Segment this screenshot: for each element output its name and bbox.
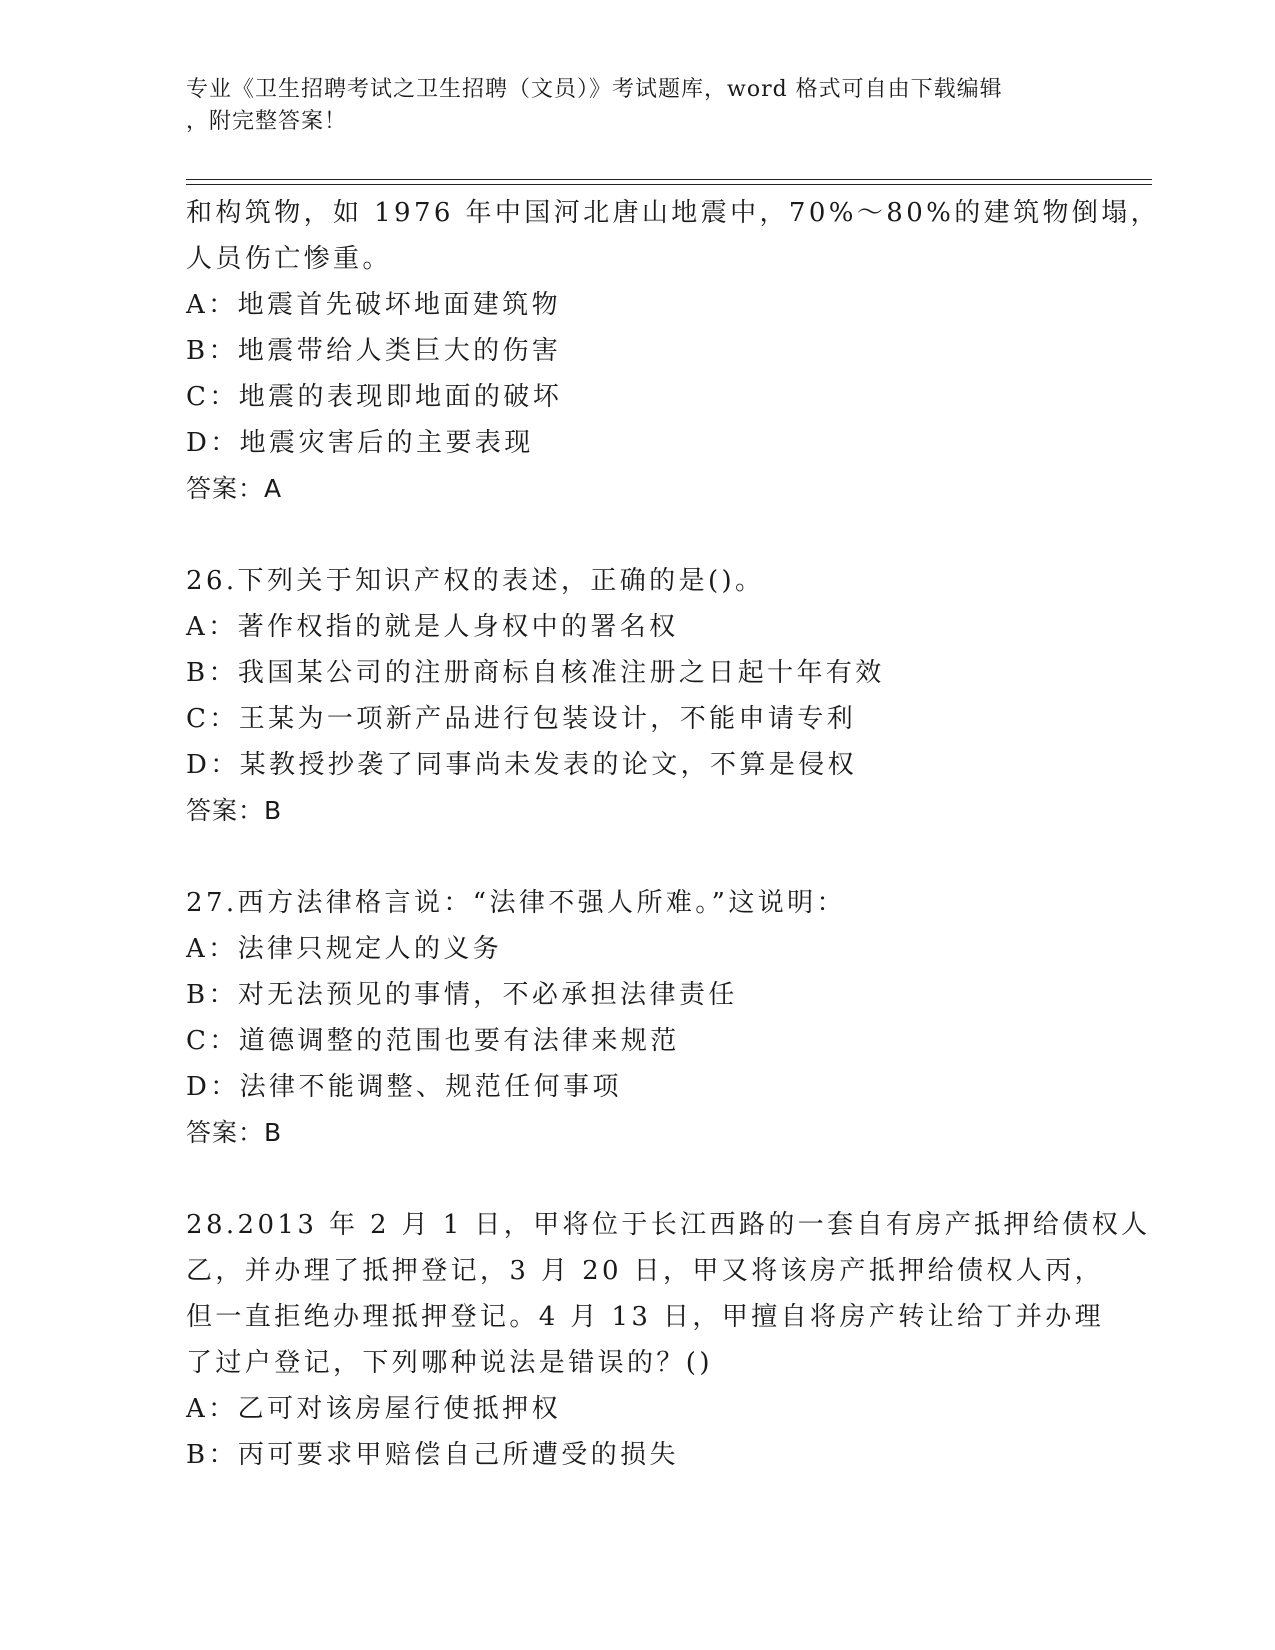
option-c: C：地震的表现即地面的破坏 bbox=[186, 382, 563, 412]
question-text-line: 26.下列关于知识产权的表述，正确的是()。 bbox=[186, 566, 765, 596]
question-text-line: 乙，并办理了抵押登记，3 月 20 日，甲又将该房产抵押给债权人丙， bbox=[186, 1256, 1105, 1286]
header-line-2: ，附完整答案！ bbox=[186, 109, 348, 134]
option-d: D：法律不能调整、规范任何事项 bbox=[186, 1072, 622, 1102]
question-text-line: 人员伤亡惨重。 bbox=[186, 244, 392, 274]
question-text-line: 27.西方法律格言说：“法律不强人所难。”这说明： bbox=[186, 888, 846, 918]
option-c: C：道德调整的范围也要有法律来规范 bbox=[186, 1026, 680, 1056]
header-rule-bottom bbox=[186, 184, 1152, 185]
spacer bbox=[186, 1156, 1086, 1202]
option-a: A：地震首先破坏地面建筑物 bbox=[186, 290, 561, 320]
question-27 bbox=[186, 880, 1086, 1156]
document-body bbox=[186, 190, 1161, 1478]
question-text-line: 了过户登记，下列哪种说法是错误的？() bbox=[186, 1348, 713, 1378]
option-b: B：地震带给人类巨大的伤害 bbox=[186, 336, 562, 366]
header-line-1: 专业《卫生招聘考试之卫生招聘（文员）》考试题库，word 格式可自由下载编辑 bbox=[186, 77, 1003, 102]
question-28 bbox=[186, 1202, 1151, 1478]
option-c: C：王某为一项新产品进行包装设计，不能申请专利 bbox=[186, 704, 857, 734]
option-b: B：丙可要求甲赔偿自己所遭受的损失 bbox=[186, 1440, 679, 1470]
option-b: B：我国某公司的注册商标自核准注册之日起十年有效 bbox=[186, 658, 885, 688]
question-25-continued bbox=[186, 190, 1161, 512]
question-26 bbox=[186, 558, 1086, 834]
option-a: A：乙可对该房屋行使抵押权 bbox=[186, 1394, 561, 1424]
answer-label: 答案：B bbox=[186, 796, 283, 825]
option-b: B：对无法预见的事情，不必承担法律责任 bbox=[186, 980, 738, 1010]
question-text-line: 28.2013 年 2 月 1 日，甲将位于长江西路的一套自有房产抵押给债权人 bbox=[186, 1210, 1151, 1240]
question-text-line: 但一直拒绝办理抵押登记。4 月 13 日，甲擅自将房产转让给丁并办理 bbox=[186, 1302, 1105, 1332]
question-text-line: 和构筑物，如 1976 年中国河北唐山地震中，70%～80%的建筑物倒塌， bbox=[186, 198, 1161, 228]
option-d: D：某教授抄袭了同事尚未发表的论文，不算是侵权 bbox=[186, 750, 858, 780]
document-header bbox=[186, 74, 1066, 138]
option-d: D：地震灾害后的主要表现 bbox=[186, 428, 534, 458]
option-a: A：著作权指的就是人身权中的署名权 bbox=[186, 612, 679, 642]
option-a: A：法律只规定人的义务 bbox=[186, 934, 503, 964]
spacer bbox=[186, 834, 1086, 880]
answer-label: 答案：B bbox=[186, 1118, 283, 1147]
spacer bbox=[186, 512, 1086, 558]
header-rule-top bbox=[186, 179, 1152, 180]
answer-label: 答案：A bbox=[186, 474, 283, 503]
